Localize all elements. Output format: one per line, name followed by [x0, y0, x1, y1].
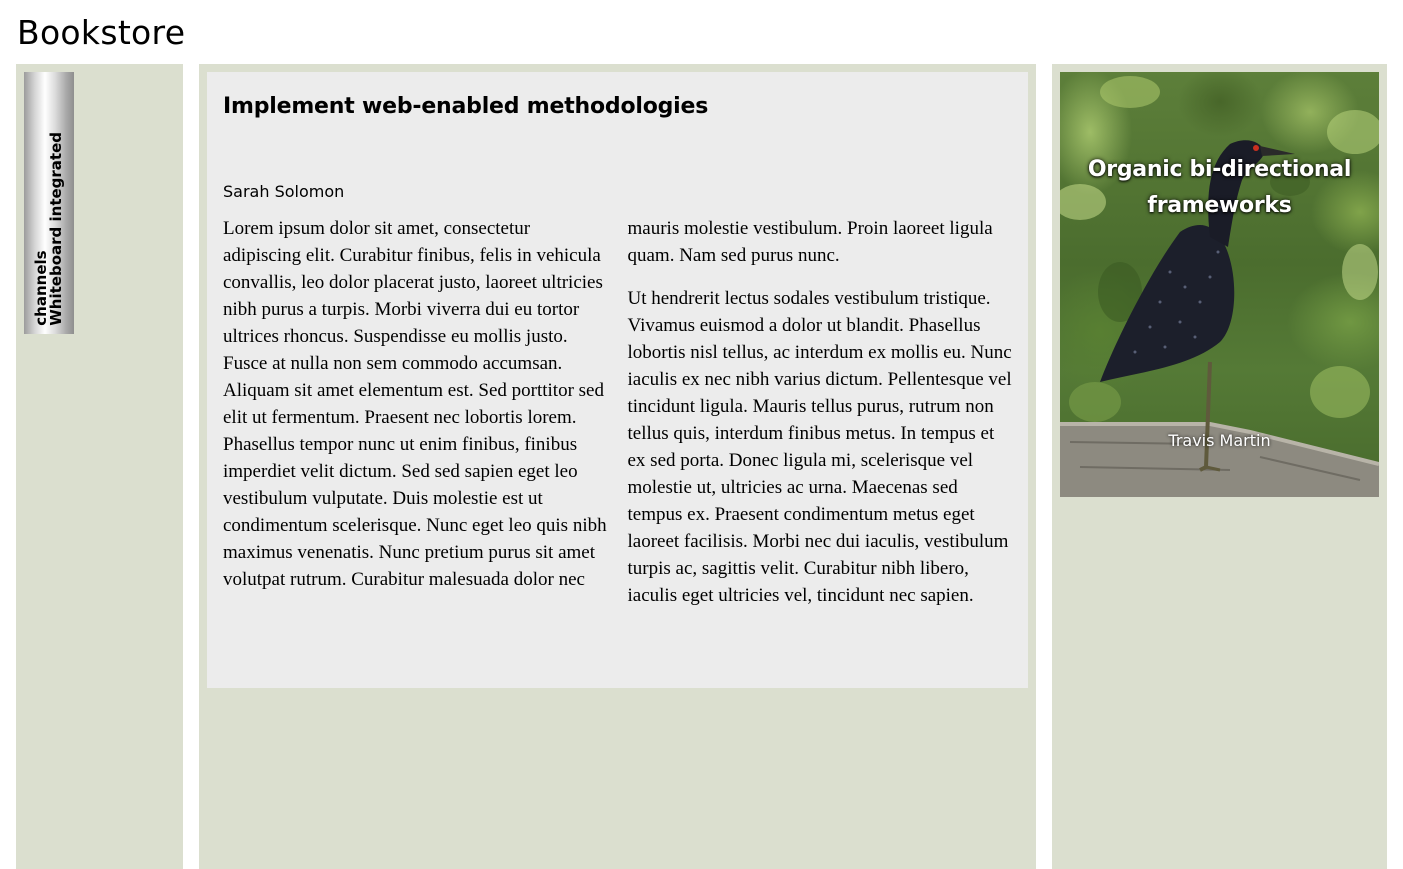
article-paragraph: Ut hendrerit lectus sodales vestibulum tristique. Vivamus euismod a dolor ut blandit. Phasellus lobortis nisl tellus, ac interdum ex mollis eu. Nunc iaculis ex nec nibh varius dictum. Pellentesque vel tincidunt ligula. Mauris tellus purus, rutrum non tellus quis, interdum finibus metus. In tempus et ex sed porta. Donec ligula mi, scelerisque vel molestie ut, ultricies ac urna. Maecenas sed tempus ex. Praesent condimentum metus eget laoreet facilisis. Morbi nec dui iaculis, vestibulum turpis ac, sagittis velit. Curabitur nibh libero, iaculis eget ultricies vel, tincidunt nec sapien.	[627, 288, 1012, 606]
sidebar-tab-label: channels Whiteboard integrated	[32, 132, 65, 326]
site-title: Bookstore	[17, 13, 186, 52]
article-body	[223, 215, 1012, 609]
article-card	[207, 72, 1028, 688]
book-author: Travis Martin	[1168, 431, 1271, 450]
book-card[interactable]	[1060, 72, 1379, 497]
main-content	[199, 64, 1036, 869]
right-sidebar	[1052, 64, 1387, 869]
article-paragraph: Lorem ipsum dolor sit amet, consectetur adipiscing elit. Curabitur finibus, felis in vehicula convallis, leo dolor placerat justo, laoreet ultricies nibh purus a turpis. Morbi viverra dui eu tortor ultrices rhoncus. Suspendisse eu mollis justo. Fusce at nulla non sem commodo accumsan. Aliquam sit amet elementum est. Sed porttitor sed elit ut fermentum. Praesent nec lobortis lorem. Phasellus tempor nunc ut enim finibus, finibus imperdiet velit dictum. Sed sed sapien eget leo vestibulum vulputate. Duis molestie est ut condimentum scelerisque. Nunc eget leo quis nibh maximus venenatis. Nunc pretium purus sit amet volutpat rutrum. Curabitur malesuada dolor nec mauris molestie vestibulum. Proin laoreet ligula quam. Nam sed purus nunc.	[223, 218, 993, 590]
book-title: Organic bi-directional frameworks	[1087, 157, 1352, 218]
sidebar-vertical-tab[interactable]	[24, 72, 74, 334]
article-author: Sarah Solomon	[223, 182, 345, 201]
left-sidebar	[16, 64, 183, 869]
article-title: Implement web-enabled methodologies	[223, 94, 709, 119]
